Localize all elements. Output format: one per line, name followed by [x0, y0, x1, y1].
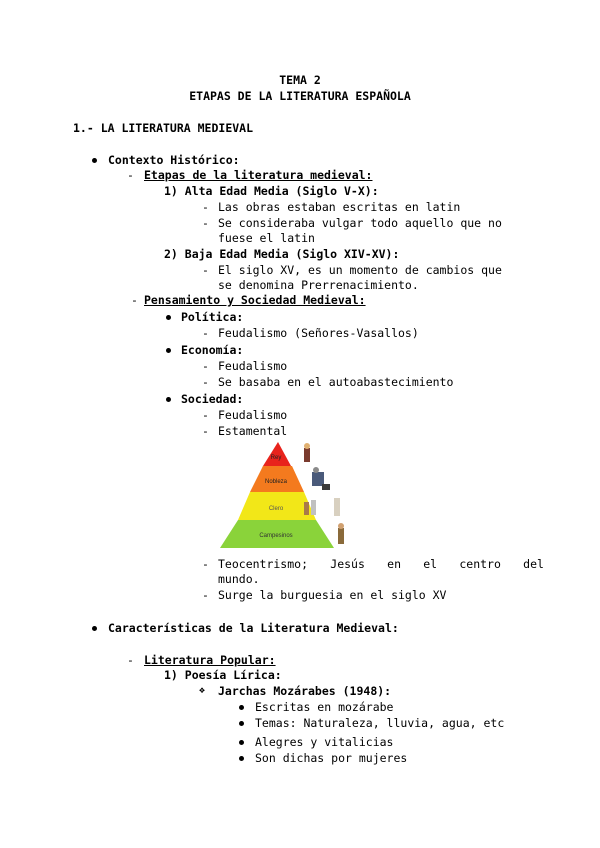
pyramid-label: Campesinos — [259, 533, 293, 539]
list-item: Las obras estaban escritas en latin — [218, 200, 461, 214]
list-item: El siglo XV, es un momento de cambios que — [218, 263, 502, 277]
contexto-heading: Contexto Histórico: — [108, 153, 240, 167]
dash-icon: - — [202, 588, 209, 602]
word: Teocentrismo; — [218, 557, 309, 571]
list-item: Feudalismo (Señores-Vasallos) — [218, 326, 419, 340]
dash-icon: - — [202, 216, 209, 230]
pyramid-label: Clero — [268, 506, 284, 512]
list-item: Alegres y vitalicias — [255, 735, 394, 749]
list-item: mundo. — [218, 572, 260, 586]
list-item: Se consideraba vulgar todo aquello que no — [218, 216, 502, 230]
dash-icon: - — [127, 168, 134, 182]
dash-icon: - — [202, 200, 209, 214]
caracteristicas-heading: Características de la Literatura Medieval: — [108, 621, 399, 635]
dash-icon: - — [202, 359, 209, 373]
bullet-icon — [166, 397, 171, 402]
list-item: Temas: Naturaleza, lluvia, agua, etc — [255, 716, 505, 730]
baja-heading: 2) Baja Edad Media (Siglo XIV-XV): — [164, 247, 400, 261]
bullet-icon — [239, 721, 244, 726]
word: Jesús — [330, 557, 365, 571]
bullet-icon — [239, 705, 244, 710]
diamond-bullet-icon: ❖ — [199, 685, 206, 696]
peasant-figure-icon — [338, 523, 344, 544]
teocentrismo-line — [218, 557, 544, 571]
bullet-icon — [239, 740, 244, 745]
list-item: fuese el latin — [218, 231, 315, 245]
list-item: se denomina Prerrenacimiento. — [218, 278, 419, 292]
etapas-heading: Etapas de la literatura medieval: — [144, 168, 373, 182]
lirica-heading: 1) Poesía Lírica: — [164, 668, 282, 682]
list-item: Feudalismo — [218, 408, 288, 422]
bullet-icon — [92, 158, 97, 163]
dash-icon: - — [202, 375, 209, 389]
pensamiento-heading: Pensamiento y Sociedad Medieval: — [144, 293, 366, 307]
dash-icon: - — [127, 653, 134, 667]
dash-icon: - — [202, 263, 209, 277]
pyramid-label: Rey — [270, 455, 282, 461]
politica-heading: Política: — [181, 310, 244, 324]
economia-heading: Economía: — [181, 343, 244, 357]
dash-icon: - — [202, 326, 209, 340]
social-pyramid-image — [216, 440, 356, 552]
word: del — [523, 557, 544, 571]
bullet-icon — [166, 348, 171, 353]
king-figure-icon — [304, 443, 310, 462]
bullet-icon — [92, 626, 97, 631]
list-item: Surge la burguesia en el siglo XV — [218, 588, 447, 602]
dash-icon: - — [202, 424, 209, 438]
word: centro — [459, 557, 501, 571]
list-item: Escritas en mozárabe — [255, 700, 394, 714]
dash-icon: - — [202, 557, 209, 571]
jarchas-heading: Jarchas Mozárabes (1948): — [218, 684, 392, 698]
alta-heading: 1) Alta Edad Media (Siglo V-X): — [164, 184, 379, 198]
list-item: Se basaba en el autoabastecimiento — [218, 375, 454, 389]
bullet-icon — [239, 756, 244, 761]
section-heading: 1.- LA LITERATURA MEDIEVAL — [73, 121, 254, 135]
list-item: Feudalismo — [218, 359, 288, 373]
list-item: Son dichas por mujeres — [255, 751, 408, 765]
popular-heading: Literatura Popular: — [144, 653, 276, 667]
pyramid-level-rey — [263, 442, 291, 466]
knight-figure-icon — [312, 467, 330, 490]
sociedad-heading: Sociedad: — [181, 392, 244, 406]
dash-icon: - — [202, 408, 209, 422]
pyramid-label: Nobleza — [264, 479, 288, 485]
doc-subtitle: ETAPAS DE LA LITERATURA ESPAÑOLA — [189, 89, 411, 103]
word: en — [387, 557, 401, 571]
dash-icon: - — [131, 293, 138, 307]
word: el — [423, 557, 438, 571]
bullet-icon — [166, 315, 171, 320]
list-item: Estamental — [218, 424, 288, 438]
doc-title: TEMA 2 — [279, 73, 321, 87]
